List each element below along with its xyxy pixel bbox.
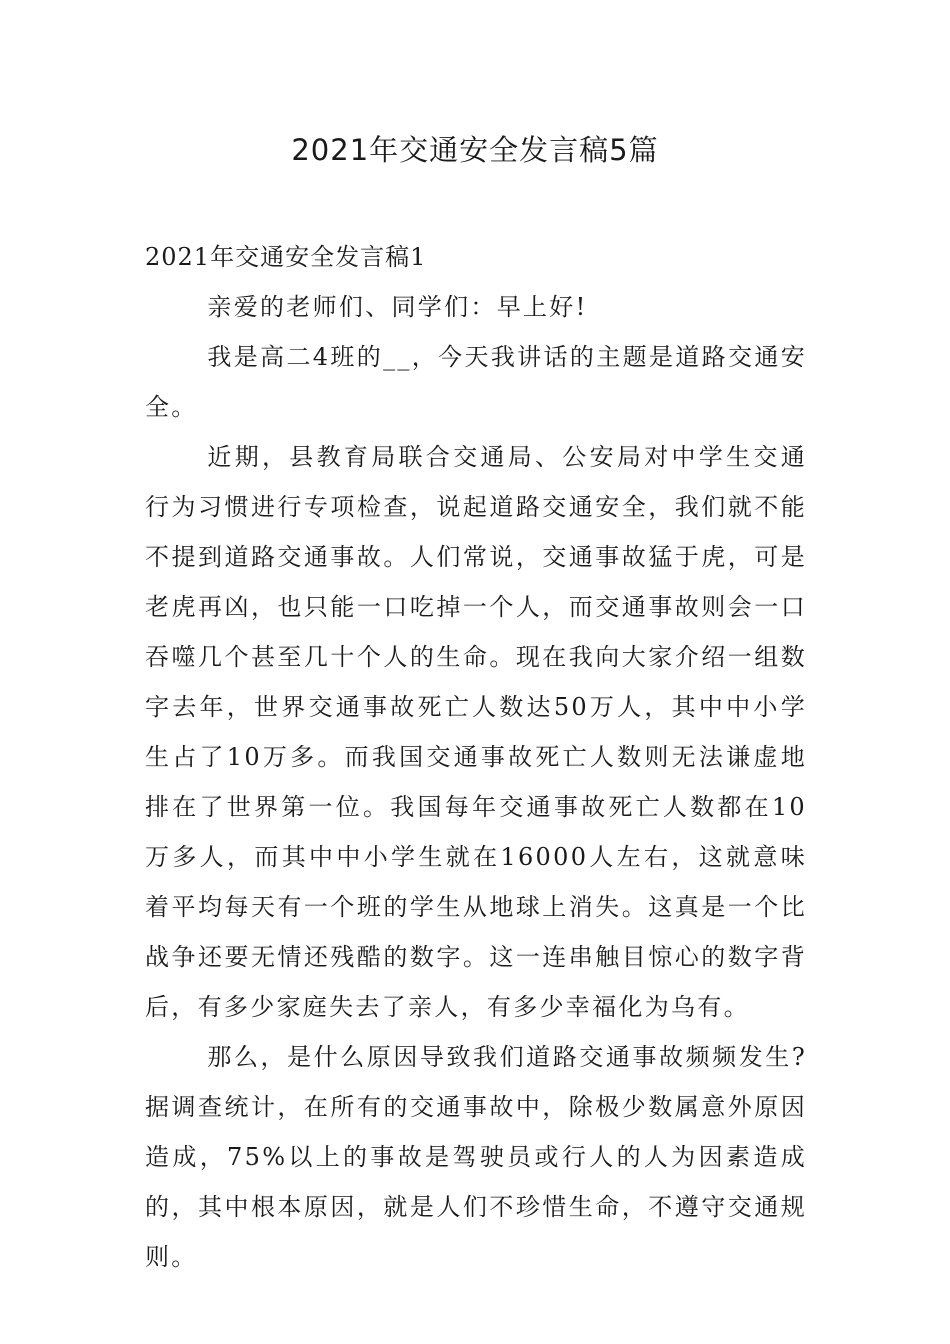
paragraph-greeting: 亲爱的老师们、同学们：早上好! <box>207 293 588 321</box>
paragraph-causes: 那么，是什么原因导致我们道路交通事故频频发生?据调查统计，在所有的交通事故中，除极少数属意外原因造成，75%以上的事故是驾驶员或行人的人为因素造成的，其中根本原因，就是人们不珍惜生命，不遵守交通规则。 <box>145 1043 807 1271</box>
paragraph-statistics: 近期，县教育局联合交通局、公安局对中学生交通行为习惯进行专项检查，说起道路交通安全，我们就不能不提到道路交通事故。人们常说，交通事故猛于虎，可是老虎再凶，也只能一口吃掉一个人，而交通事故则会一口吞噬几个甚至几十个人的生命。现在我向大家介绍一组数字去年，世界交通事故死亡人数达50万人，其中中小学生占了10万多。而我国交通事故死亡人数则无法谦虚地排在了世界第一位。我国每年交通事故死亡人数都在10万多人，而其中中小学生就在16000人左右，这就意味着平均每天有一个班的学生从地球上消失。这真是一个比战争还要无情还残酷的数字。这一连串触目惊心的数字背后，有多少家庭失去了亲人，有多少幸福化为乌有。 <box>145 443 807 1021</box>
paragraph-introduction: 我是高二4班的__，今天我讲话的主题是道路交通安全。 <box>145 343 807 421</box>
document-body <box>145 232 807 1282</box>
section-heading: 2021年交通安全发言稿1 <box>145 243 427 271</box>
document-title: 2021年交通安全发言稿5篇 <box>291 133 659 167</box>
